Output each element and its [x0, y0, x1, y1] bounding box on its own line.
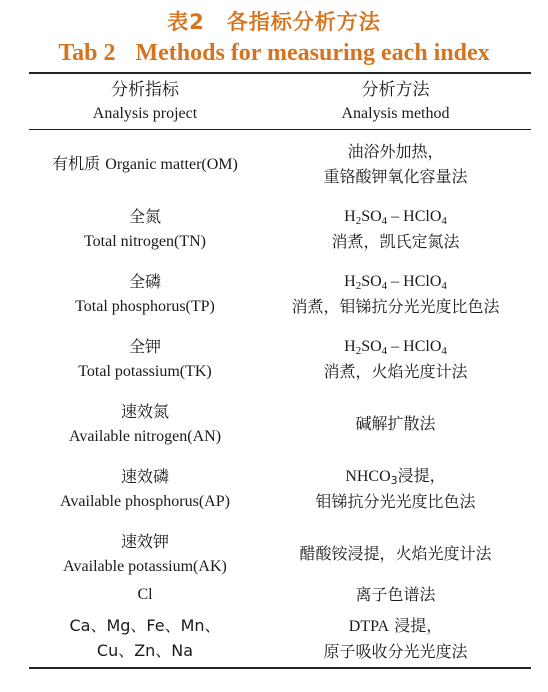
method-line: 离子色谱法	[355, 584, 436, 604]
project-en: Available phosphorus(AP)	[60, 492, 230, 510]
project-cn: 全磷	[128, 271, 161, 291]
method-formula: $H_2SO_4$ – HClO$_4$	[344, 337, 447, 357]
project-cn: 全氮	[128, 206, 161, 226]
project-cell	[29, 391, 261, 456]
project-cell	[29, 456, 261, 521]
table-row	[29, 456, 531, 521]
method-formula: DTPA 浸提，	[348, 615, 443, 635]
method-cell	[258, 131, 533, 196]
method-line: 消煮，钼锑抗分光光度比色法	[291, 296, 500, 316]
method-cell	[258, 610, 533, 666]
project-en: Organic matter(OM)	[105, 155, 238, 173]
project-cell	[29, 261, 261, 326]
method-formula: $H_2SO_4$ – HClO$_4$	[344, 207, 447, 227]
project-line: Cu、Zn、Na	[96, 641, 194, 660]
method-cell	[258, 456, 533, 521]
header-project-cn: 分析指标	[111, 80, 179, 100]
table-label: Tab 2	[58, 40, 116, 66]
project-cell	[29, 610, 261, 666]
table-row	[29, 391, 531, 456]
project-en: Total phosphorus(TP)	[75, 297, 215, 315]
method-line: 消煮，凯氏定氮法	[331, 231, 460, 251]
project-cell	[29, 326, 261, 391]
table-row	[29, 131, 531, 196]
project-line: Ca、Mg、Fe、Mn、	[69, 616, 221, 635]
method-formula: $NHCO_3$浸提，	[345, 466, 446, 487]
project-cell	[29, 196, 261, 261]
table-row	[29, 261, 531, 326]
project-cn: 速效钾	[120, 531, 169, 551]
project-cell	[29, 131, 261, 196]
method-line: 消煮，火焰光度计法	[323, 361, 468, 381]
table-caption: Methods for measuring each index	[135, 40, 490, 66]
header-col-project	[29, 78, 261, 126]
project-cn: 速效氮	[120, 401, 169, 421]
method-cell	[258, 391, 533, 456]
table-row	[29, 196, 531, 261]
method-line: 重铬酸钾氧化容量法	[323, 166, 468, 186]
table-row	[29, 326, 531, 391]
header-project-en: Analysis project	[92, 105, 198, 122]
project-cn: 有机质	[52, 153, 101, 173]
method-line: 醋酸铵浸提，火焰光度计法	[299, 544, 492, 563]
project-cn: 全钾	[128, 336, 161, 356]
project-cn: 速效磷	[120, 466, 169, 486]
method-formula: $H_2SO_4$ – HClO$_4$	[344, 272, 447, 292]
method-cell	[258, 326, 533, 391]
method-line: 原子吸收分光光度法	[323, 641, 468, 661]
header-method-cn: 分析方法	[361, 80, 430, 100]
header-col-method	[258, 78, 533, 126]
project-en: Total potassium(TK)	[78, 362, 212, 380]
table-title-cn: 表2 各指标分析方法	[167, 10, 381, 34]
bottom-rule	[29, 667, 531, 669]
table-title-en	[0, 40, 548, 67]
header-rule	[29, 129, 531, 130]
project-en: Available potassium(AK)	[63, 557, 227, 575]
table-row	[29, 610, 531, 666]
method-line: 油浴外加热，	[347, 141, 444, 161]
header-method-en: Analysis method	[341, 105, 450, 122]
project-en: Available nitrogen(AN)	[68, 427, 222, 445]
method-line: 碱解扩散法	[355, 414, 436, 433]
project-en: Cl	[137, 585, 153, 603]
method-cell	[258, 261, 533, 326]
project-en: Total nitrogen(TN)	[84, 232, 206, 250]
method-cell	[258, 196, 533, 261]
method-line: 钼锑抗分光光度比色法	[315, 492, 476, 511]
top-rule	[29, 72, 531, 74]
